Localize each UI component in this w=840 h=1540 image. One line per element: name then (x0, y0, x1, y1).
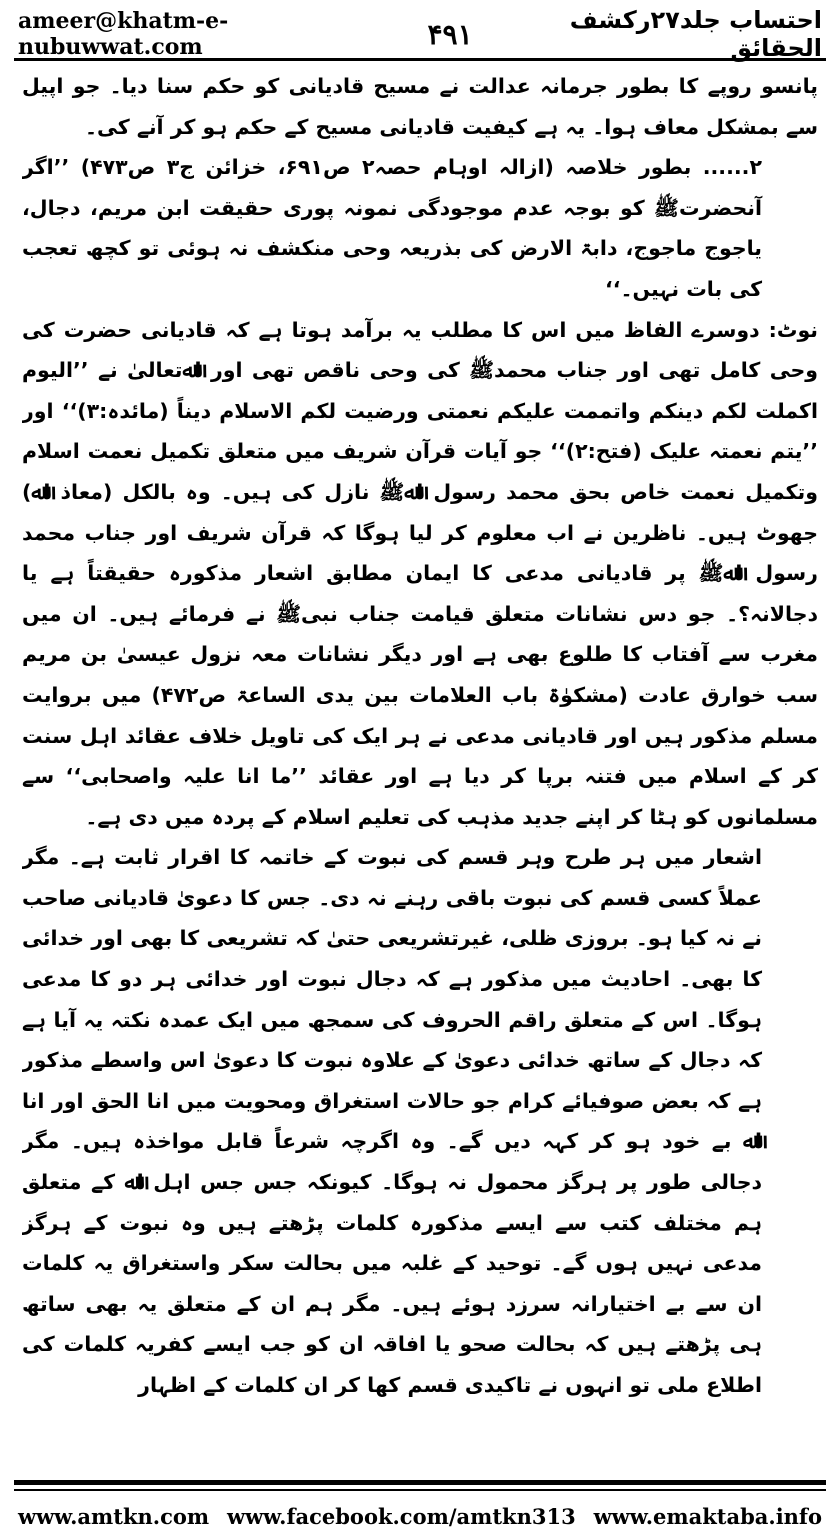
paragraph-2: ۲...... بطور خلاصہ (ازالہ اوہام حصہ۲ ص۶۹۱، خزائن ج۳ ص۴۷۳) ’’اگر آنحضرتﷺ کو بوجہ عدم موجودگی نمونہ پوری حقیقت ابن مریم، دجال، یاجوج ماجوج، دابۃ الارض کی بذریعہ وحی منکشف نہ ہوئی تو کچھ تعجب کی بات نہیں۔‘‘ (22, 155, 762, 301)
page-footer (18, 1498, 822, 1534)
footer-rule-thin (14, 1489, 826, 1491)
header-left (18, 8, 473, 60)
paragraph-3: نوٹ: دوسرے الفاظ میں اس کا مطلب یہ برآمد ہوتا ہے کہ قادیانی حضرت کی وحی کامل تھی اور جناب محمدﷺ کی وحی ناقص تھی اور اﷲتعالیٰ نے ’’الیوم اکملت لکم دینکم واتممت علیکم نعمتی ورضیت لکم الاسلام دیناً (مائدہ:۳)‘‘ اور ’’یتم نعمتہ علیک (فتح:۲)‘‘ جو آیات قرآن شریف میں متعلق تکمیل نعمت اسلام وتکمیل نعمت خاص بحق محمد رسول اﷲﷺ نازل کی ہیں۔ وہ بالکل (معاذ اﷲ) جھوٹ ہیں۔ ناظرین نے اب معلوم کر لیا ہوگا کہ قرآن شریف اور جناب محمد رسول اﷲﷺ پر قادیانی مدعی کا ایمان مطابق اشعار مذکورہ حقیقتاً ہے یا دجالانہ؟۔ جو دس نشانات متعلق قیامت جناب نبیﷺ نے فرمائے ہیں۔ ان میں مغرب سے آفتاب کا طلوع بھی ہے اور دیگر نشانات معہ نزول عیسیٰ بن مریم سب خوارق عادت (مشکوٰۃ باب العلامات بین یدی الساعۃ ص۴۷۲) میں بروایت مسلم مذکور ہیں اور قادیانی مدعی نے ہر ایک کی تاویل خلاف عقائد اہل سنت کر کے اسلام میں فتنہ برپا کر دیا ہے اور عقائد ’’ما انا علیہ واصحابی‘‘ سے مسلمانوں کو ہٹا کر اپنے جدید مذہب کی تعلیم اسلام کے پردہ میں دی ہے۔ (22, 317, 818, 829)
footer-link-amtkn[interactable]: www.amtkn.com (18, 1503, 210, 1529)
page-body (22, 66, 818, 1456)
book-title: احتساب جلد۲۷رکشف الحقائق (569, 6, 822, 62)
footer-rule-thick (14, 1480, 826, 1485)
paragraph-4: اشعار میں ہر طرح وہر قسم کی نبوت کے خاتمہ کا اقرار ثابت ہے۔ مگر عملاً کسی قسم کی نبوت باقی رہنے نہ دی۔ جس کا دعویٰ قادیانی صاحب نے نہ کیا ہو۔ بروزی ظلی، غیرتشریعی حتیٰ کہ تشریعی کا بھی اور خدائی کا بھی۔ احادیث میں مذکور ہے کہ دجال نبوت اور خدائی ہر دو کا مدعی ہوگا۔ اس کے متعلق راقم الحروف کی سمجھ میں ایک عمدہ نکتہ یہ آیا ہے کہ دجال کے ساتھ خدائی دعویٰ کے علاوہ نبوت کا دعویٰ اس واسطے مذکور ہے کہ بعض صوفیائے کرام جو حالات استغراق ومحویت میں انا الحق اور انا اﷲ بے خود ہو کر کہہ دیں گے۔ وہ اگرچہ شرعاً قابل مواخذہ ہیں۔ مگر دجالی طور پر ہرگز محمول نہ ہوگا۔ کیونکہ جس جس اہل اﷲ کے متعلق ہم مختلف کتب سے ایسے مذکورہ کلمات پڑھتے ہیں وہ نبوت کے ہرگز مدعی نہیں ہوں گے۔ توحید کے غلبہ میں بحالت سکر واستغراق یہ کلمات ان سے بے اختیارانہ سرزد ہوئے ہیں۔ مگر ہم ان کے متعلق یہ بھی ساتھ ہی پڑھتے ہیں کہ بحالت صحو یا افاقہ ان کو جب ایسے کفریہ کلمات کی اطلاع ملی تو انہوں نے تاکیدی قسم کھا کر ان کلمات کے اظہار (22, 845, 762, 1397)
page-number: ۴۹۱ (427, 17, 473, 51)
paragraph-1: پانسو روپے کا بطور جرمانہ عدالت نے مسیح قادیانی کو حکم سنا دیا۔ جو اپیل سے بمشکل معاف ہوا۔ یہ ہے کیفیت قادیانی مسیح کے حکم ہو کر آنے کی۔ (22, 74, 818, 139)
footer-link-emaktaba[interactable]: www.emaktaba.info (593, 1503, 822, 1529)
header-rule (14, 58, 826, 61)
header-email: ameer@khatm-e-nubuwwat.com (18, 8, 229, 60)
footer-link-facebook[interactable]: www.facebook.com/amtkn313 (227, 1503, 576, 1529)
page-header (18, 6, 822, 62)
